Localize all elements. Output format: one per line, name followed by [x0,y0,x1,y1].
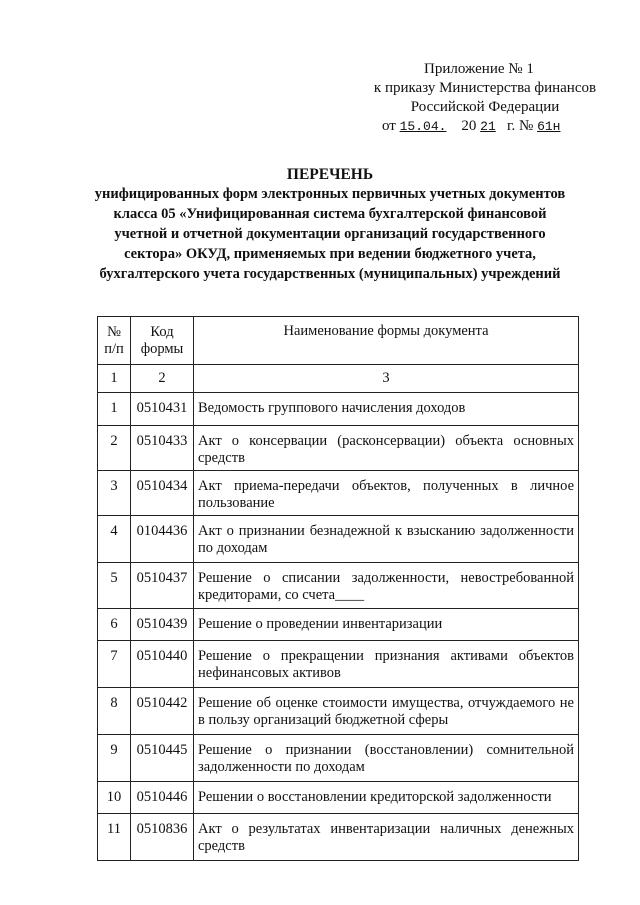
form-name: Акт о результатах инвентаризации наличных денежных средств [194,814,579,861]
row-number: 1 [98,393,131,426]
appendix-number: Приложение № 1 [424,61,534,77]
header-num [98,317,131,365]
table-row [98,563,579,609]
form-code: 0510437 [131,563,194,609]
document-title: ПЕРЕЧЕНЬ [286,166,374,183]
table-row [98,814,579,861]
row-number: 3 [98,471,131,516]
form-name: Решение о проведении инвентаризации [194,609,579,641]
row-number: 7 [98,641,131,688]
form-code: 0104436 [131,516,194,563]
forms-table [97,316,579,861]
header-code-line2: формы [140,340,184,357]
column-number-row [98,365,579,393]
date-prefix: от [382,118,396,134]
table-row [98,641,579,688]
subtitle-line: унифицированных форм электронных первичных учетных документов [94,186,566,202]
form-name: Решение о признании (восстановлении) сомнительной задолженности по доходам [194,735,579,782]
form-code: 0510439 [131,609,194,641]
appendix-country: Российской Федерации [410,99,560,115]
subtitle-line: сектора» ОКУД, применяемых при ведении бюджетного учета, [124,246,536,262]
table-row [98,782,579,814]
row-number: 8 [98,688,131,735]
form-code: 0510446 [131,782,194,814]
table-row [98,471,579,516]
form-name: Решение о списании задолженности, невостребованной кредиторами, со счета____ [194,563,579,609]
row-number: 4 [98,516,131,563]
date-day-month: 15.04. [399,119,447,134]
form-code: 0510836 [131,814,194,861]
form-code: 0510431 [131,393,194,426]
appendix-block [360,60,610,136]
subtitle-line: учетной и отчетной документации организаций государственного [114,226,546,242]
table-row [98,393,579,426]
table-row [98,735,579,782]
form-code: 0510433 [131,426,194,471]
document-subtitle [78,184,582,284]
row-number: 6 [98,609,131,641]
year-prefix: 20 [461,118,477,134]
form-code: 0510434 [131,471,194,516]
form-name: Акт о консервации (расконсервации) объекта основных средств [194,426,579,471]
appendix-order-ref: к приказу Министерства финансов [373,80,597,96]
row-number: 10 [98,782,131,814]
header-code-line1: Код [150,323,174,340]
form-name: Решение о прекращении признания активами объектов нефинансовых активов [194,641,579,688]
header-name: Наименование формы документа [194,317,579,365]
table-row [98,688,579,735]
appendix-date-line [360,117,610,136]
year-suffix: 21 [480,119,496,134]
row-number: 5 [98,563,131,609]
table-header-row [98,317,579,365]
subtitle-line: бухгалтерского учета государственных (муниципальных) учреждений [99,266,561,282]
form-code: 0510440 [131,641,194,688]
year-label: г. № [507,118,534,134]
form-code: 0510442 [131,688,194,735]
form-name: Ведомость группового начисления доходов [194,393,579,426]
col-number: 1 [98,365,131,393]
table-row [98,516,579,563]
header-code [131,317,194,365]
col-number: 3 [194,365,579,393]
header-num-line1: № [107,323,121,340]
table-row [98,426,579,471]
form-name: Акт приема-передачи объектов, полученных в личное пользование [194,471,579,516]
subtitle-line: класса 05 «Унифицированная система бухгалтерской финансовой [113,206,547,222]
col-number: 2 [131,365,194,393]
form-name: Решение об оценке стоимости имущества, отчуждаемого не в пользу организаций бюджетной сферы [194,688,579,735]
form-name: Решении о восстановлении кредиторской задолженности [194,782,579,814]
order-number: 61н [537,119,561,134]
row-number: 11 [98,814,131,861]
form-code: 0510445 [131,735,194,782]
header-num-line2: п/п [104,340,124,357]
form-name: Акт о признании безнадежной к взысканию задолженности по доходам [194,516,579,563]
table-row [98,609,579,641]
row-number: 9 [98,735,131,782]
row-number: 2 [98,426,131,471]
